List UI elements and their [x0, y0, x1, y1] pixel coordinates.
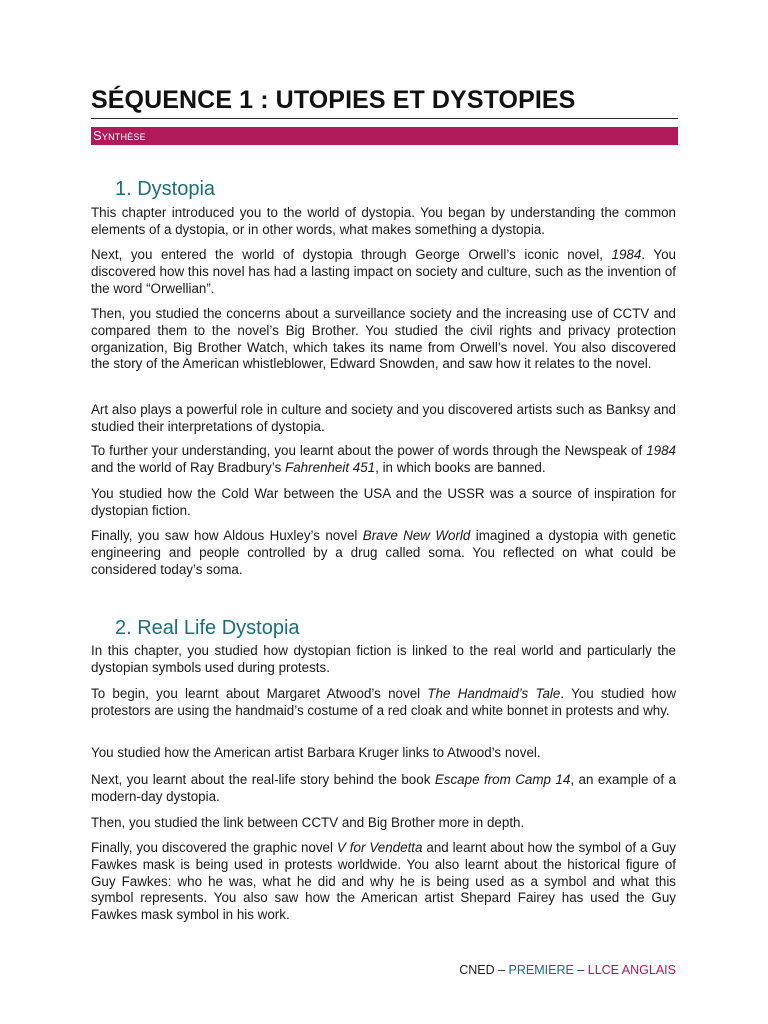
paragraph: You studied how the American artist Barbara Kruger links to Atwood’s novel.: [91, 745, 541, 760]
book-title: Brave New World: [362, 528, 471, 543]
book-title: Fahrenheit 451: [285, 459, 376, 475]
section-heading-real-life-dystopia: 2. Real Life Dystopia: [115, 617, 300, 639]
synthese-label: Synthèse: [93, 128, 146, 143]
footer-level: PREMIERE: [508, 963, 574, 977]
title-underline: [91, 118, 678, 119]
paragraph: To begin, you learnt about Margaret Atwood’s novel The Handmaid’s Tale. You studied how protestors are using the handmaid’s costume of a red cloak and white bonnet in protests and why.: [91, 686, 676, 718]
paragraph: Then, you studied the concerns about a surveillance society and the increasing use of CCTV and compared them to the novel’s Big Brother. You studied the civil rights and privacy protection organization, Big Brother Watch, which takes its name from Orwell’s novel. You also discovered the story of the American whistleblower, Edward Snowden, and saw how it relates to the novel.: [91, 306, 676, 372]
paragraph: In this chapter, you studied how dystopian fiction is linked to the real world and particularly the dystopian symbols used during protests.: [91, 643, 676, 675]
book-title: 1984: [646, 443, 676, 458]
footer-org: CNED –: [459, 963, 509, 977]
page-title: SÉQUENCE 1 : UTOPIES ET DYSTOPIES: [91, 86, 576, 114]
synthese-banner: [91, 127, 678, 145]
paragraph: This chapter introduced you to the world of dystopia. You began by understanding the common elements of a dystopia, or in other words, what makes something a dystopia.: [91, 205, 676, 237]
book-title: The Handmaid’s Tale: [427, 686, 561, 701]
book-title: 1984: [611, 247, 642, 262]
paragraph: To further your understanding, you learnt about the power of words through the Newspeak of 1984 and the world of Ray Bradbury’s Fahrenheit 451, in which books are banned.: [91, 443, 676, 475]
paragraph: Then, you studied the link between CCTV and Big Brother more in depth.: [91, 815, 525, 830]
paragraph: You studied how the Cold War between the USA and the USSR was a source of inspiration for dystopian fiction.: [91, 486, 676, 518]
paragraph: Next, you learnt about the real-life story behind the book Escape from Camp 14, an example of a modern-day dystopia.: [91, 772, 676, 804]
section-heading-dystopia: 1. Dystopia: [115, 178, 216, 200]
paragraph: Art also plays a powerful role in culture and society and you discovered artists such as Banksy and studied their interpretations of dystopia.: [91, 402, 676, 434]
page-footer: [459, 962, 676, 978]
book-title: V for Vendetta: [336, 840, 423, 855]
book-title: Escape from Camp 14: [434, 772, 571, 787]
paragraph: Next, you entered the world of dystopia through George Orwell’s iconic novel, 1984. You discovered how this novel has had a lasting impact on society and culture, such as the invention of the word “Orwellian”.: [91, 247, 677, 296]
paragraph: Finally, you discovered the graphic novel V for Vendetta and learnt about how the symbol of a Guy Fawkes mask is being used in protests worldwide. You also learnt about the historical figure of Guy Fawkes: who he was, what he did and why he is being used as a symbol and what this symbol represents. You also saw how the American artist Shepard Fairey has used the Guy Fawkes mask symbol in his work.: [91, 840, 676, 923]
paragraph: Finally, you saw how Aldous Huxley’s novel Brave New World imagined a dystopia with genetic engineering and people controlled by a drug called soma. You reflected on what could be considered today’s soma.: [91, 528, 676, 577]
footer-separator: –: [573, 963, 588, 977]
footer-subject: LLCE ANGLAIS: [587, 963, 676, 977]
